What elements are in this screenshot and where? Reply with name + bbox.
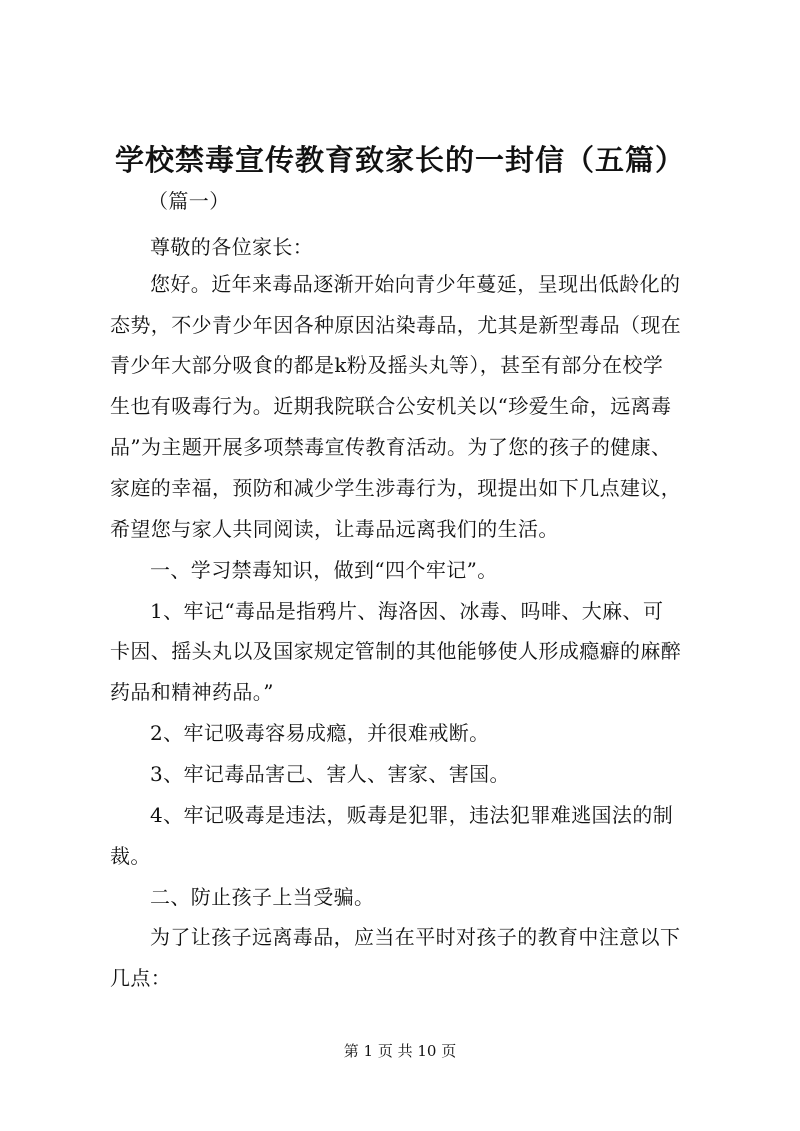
body-line: 您好。近年来毒品逐渐开始向青少年蔓延，呈现出低龄化的 [150,272,681,296]
section-heading: 一、学习禁毒知识，做到“四个牢记”。 [150,558,498,582]
document-title: 学校禁毒宣传教育致家长的一封信（五篇） [114,143,685,177]
body-line: 家庭的幸福，预防和减少学生涉毒行为，现提出如下几点建议， [110,476,682,500]
body-line: 几点： [110,966,172,990]
salutation: 尊敬的各位家长： [150,235,314,259]
body-line: 3、牢记毒品害己、害人、害家、害国。 [150,762,510,786]
page-footer: 第 1 页 共 10 页 [343,1042,457,1060]
body-line: 态势，不少青少年因各种原因沾染毒品，尤其是新型毒品（现在 [110,313,682,337]
body-line: 药品和精神药品。” [110,680,274,704]
body-line: 品”为主题开展多项禁毒宣传教育活动。为了您的孩子的健康、 [110,435,672,459]
body-line: 卡因、摇头丸以及国家规定管制的其他能够使人形成瘾癖的麻醉 [110,639,682,663]
body-line: 希望您与家人共同阅读，让毒品远离我们的生活。 [110,517,559,541]
body-line: 2、牢记吸毒容易成瘾，并很难戒断。 [150,721,490,745]
body-line: 为了让孩子远离毒品，应当在平时对孩子的教育中注意以下 [150,925,681,949]
section-heading: 二、防止孩子上当受骗。 [150,885,375,909]
section-label: （篇一） [148,189,230,213]
body-line: 青少年大部分吸食的都是k粉及摇头丸等），甚至有部分在校学 [110,353,664,377]
body-line: 生也有吸毒行为。近期我院联合公安机关以“珍爱生命，远离毒 [110,394,672,418]
body-line: 裁。 [110,844,151,868]
body-line: 1、牢记“毒品是指鸦片、海洛因、冰毒、吗啡、大麻、可 [150,599,664,623]
body-line: 4、牢记吸毒是违法，贩毒是犯罪，违法犯罪难逃国法的制 [150,803,674,827]
